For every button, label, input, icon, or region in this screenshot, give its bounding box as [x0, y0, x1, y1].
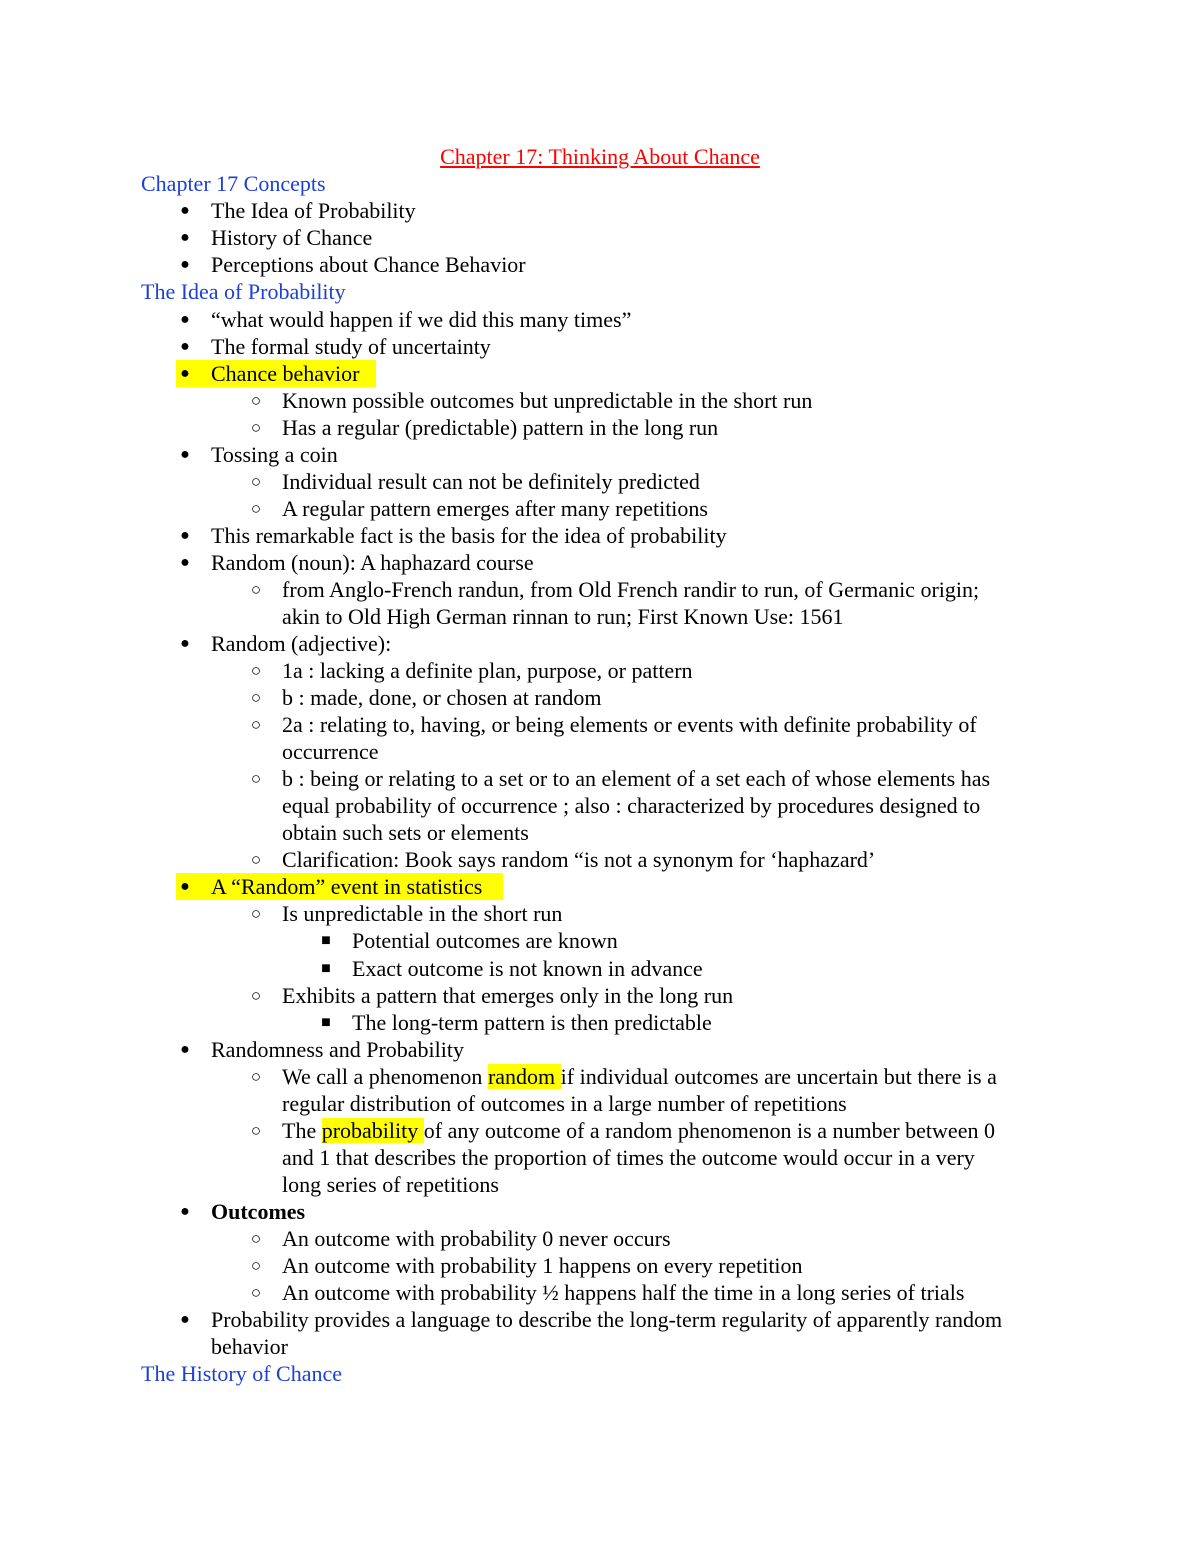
sub-list-item: Individual result can not be definitely predicted: [282, 469, 700, 494]
highlighted-term-probability: probability: [321, 1118, 424, 1143]
filled-circle-bullet-icon: ●: [180, 1203, 190, 1220]
text-run: The: [282, 1118, 322, 1143]
sub-list-item: Clarification: Book says random “is not a synonym for ‘haphazard’: [282, 847, 876, 872]
hollow-circle-bullet-icon: ○: [250, 391, 262, 410]
section-heading-idea: The Idea of Probability: [141, 279, 346, 304]
hollow-circle-bullet-icon: ○: [250, 499, 262, 518]
sub-sub-list-item: Exact outcome is not known in advance: [352, 956, 703, 981]
list-item-highlighted: A “Random” event in statistics: [211, 874, 483, 899]
filled-circle-bullet-icon: ●: [180, 554, 190, 571]
list-item: History of Chance: [211, 225, 373, 250]
hollow-circle-bullet-icon: ○: [250, 769, 262, 788]
hollow-circle-bullet-icon: ○: [250, 904, 262, 923]
sub-list-item: 1a : lacking a definite plan, purpose, or pattern: [282, 658, 693, 683]
sub-list-item: Exhibits a pattern that emerges only in the long run: [282, 983, 734, 1008]
sub-list-item: Known possible outcomes but unpredictable in the short run: [282, 388, 813, 413]
hollow-circle-bullet-icon: ○: [250, 1229, 262, 1248]
document-title: Chapter 17: Thinking About Chance: [440, 144, 760, 169]
filled-circle-bullet-icon: ●: [180, 446, 190, 463]
sub-list-item: An outcome with probability 1 happens on every repetition: [282, 1253, 803, 1278]
filled-circle-bullet-icon: ●: [180, 229, 190, 246]
hollow-circle-bullet-icon: ○: [250, 715, 262, 734]
filled-square-bullet-icon: ■: [321, 1014, 331, 1031]
sub-list-item: b : being or relating to a set or to an element of a set each of whose elements has: [282, 766, 991, 791]
list-item-highlighted: Chance behavior: [211, 361, 360, 386]
hollow-circle-bullet-icon: ○: [250, 986, 262, 1005]
highlighted-term-random: random: [487, 1064, 561, 1089]
hollow-circle-bullet-icon: ○: [250, 472, 262, 491]
filled-circle-bullet-icon: ●: [180, 878, 190, 895]
section-heading-history: The History of Chance: [141, 1361, 342, 1386]
list-item-continuation: behavior: [211, 1334, 288, 1359]
list-item: Random (noun): A haphazard course: [211, 550, 534, 575]
filled-circle-bullet-icon: ●: [180, 635, 190, 652]
hollow-circle-bullet-icon: ○: [250, 661, 262, 680]
hollow-circle-bullet-icon: ○: [250, 1121, 262, 1140]
sub-list-item-continuation: long series of repetitions: [282, 1172, 499, 1197]
list-item: The formal study of uncertainty: [211, 334, 491, 359]
sub-list-item-continuation: obtain such sets or elements: [282, 820, 529, 845]
sub-list-item: b : made, done, or chosen at random: [282, 685, 602, 710]
sub-list-item-continuation: akin to Old High German rinnan to run; First Known Use: 1561: [282, 604, 844, 629]
list-item: “what would happen if we did this many times”: [211, 307, 632, 332]
hollow-circle-bullet-icon: ○: [250, 418, 262, 437]
filled-circle-bullet-icon: ●: [180, 365, 190, 382]
sub-list-item: [282, 1063, 997, 1090]
list-item: The Idea of Probability: [211, 198, 416, 223]
section-heading-concepts: Chapter 17 Concepts: [141, 171, 326, 196]
text-run: of any outcome of a random phenomenon is a number between 0: [423, 1118, 995, 1143]
sub-list-item: from Anglo-French randun, from Old French randir to run, of Germanic origin;: [282, 577, 980, 602]
hollow-circle-bullet-icon: ○: [250, 1256, 262, 1275]
sub-list-item: 2a : relating to, having, or being elements or events with definite probability of: [282, 712, 977, 737]
list-item: Tossing a coin: [211, 442, 338, 467]
list-item-bold: Outcomes: [211, 1199, 306, 1224]
hollow-circle-bullet-icon: ○: [250, 850, 262, 869]
filled-square-bullet-icon: ■: [321, 960, 331, 977]
list-item: Perceptions about Chance Behavior: [211, 252, 526, 277]
sub-sub-list-item: The long-term pattern is then predictable: [352, 1010, 712, 1035]
list-item: Randomness and Probability: [211, 1037, 464, 1062]
filled-circle-bullet-icon: ●: [180, 311, 190, 328]
sub-list-item-continuation: and 1 that describes the proportion of times the outcome would occur in a very: [282, 1145, 975, 1170]
sub-list-item: Has a regular (predictable) pattern in the long run: [282, 415, 719, 440]
sub-list-item-continuation: regular distribution of outcomes in a large number of repetitions: [282, 1091, 847, 1116]
sub-list-item: [282, 1117, 995, 1144]
text-run: We call a phenomenon: [282, 1064, 488, 1089]
list-item: This remarkable fact is the basis for the idea of probability: [211, 523, 727, 548]
list-item: Probability provides a language to describe the long-term regularity of apparently random: [211, 1307, 1003, 1332]
filled-circle-bullet-icon: ●: [180, 1311, 190, 1328]
hollow-circle-bullet-icon: ○: [250, 1067, 262, 1086]
sub-list-item: A regular pattern emerges after many repetitions: [282, 496, 708, 521]
filled-circle-bullet-icon: ●: [180, 256, 190, 273]
filled-circle-bullet-icon: ●: [180, 202, 190, 219]
filled-circle-bullet-icon: ●: [180, 1041, 190, 1058]
list-item: Random (adjective):: [211, 631, 392, 656]
text-run: if individual outcomes are uncertain but there is a: [560, 1064, 997, 1089]
sub-list-item: An outcome with probability 0 never occurs: [282, 1226, 671, 1251]
filled-circle-bullet-icon: ●: [180, 338, 190, 355]
sub-list-item: Is unpredictable in the short run: [282, 901, 563, 926]
hollow-circle-bullet-icon: ○: [250, 688, 262, 707]
sub-list-item-continuation: equal probability of occurrence ; also : characterized by procedures designed to: [282, 793, 981, 818]
hollow-circle-bullet-icon: ○: [250, 1283, 262, 1302]
sub-list-item-continuation: occurrence: [282, 739, 379, 764]
filled-circle-bullet-icon: ●: [180, 527, 190, 544]
sub-sub-list-item: Potential outcomes are known: [352, 928, 618, 953]
sub-list-item: An outcome with probability ½ happens half the time in a long series of trials: [282, 1280, 965, 1305]
filled-square-bullet-icon: ■: [321, 932, 331, 949]
hollow-circle-bullet-icon: ○: [250, 580, 262, 599]
